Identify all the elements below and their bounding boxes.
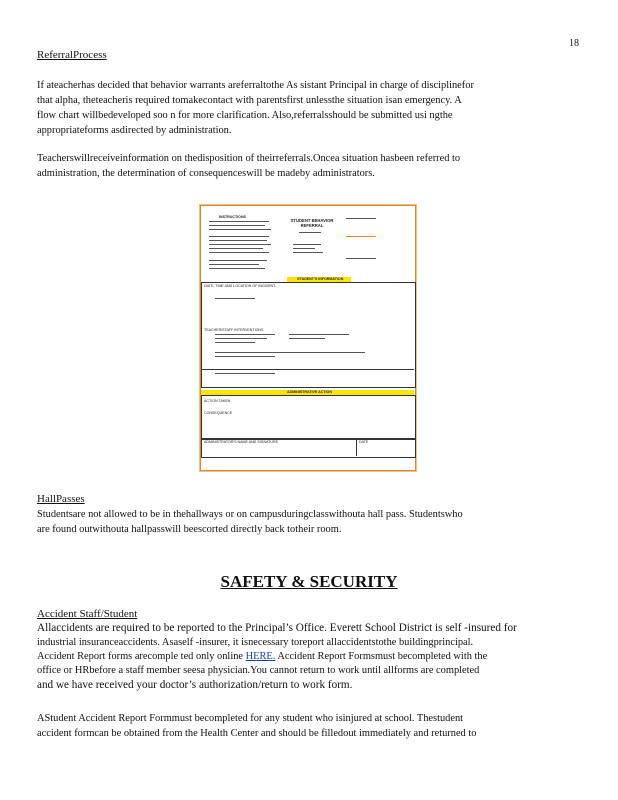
form-consequence: CONSEQUENCE (204, 411, 233, 415)
referral-heading: ReferralProcess (37, 49, 107, 61)
form-date-time: DATE, TIME AND LOCATION OF INCIDENT: (204, 284, 276, 288)
referral-paragraph-1 (37, 78, 557, 138)
text-line: AStudent Accident Report Formmust becompleted for any student who isinjured at school. Thestudent (37, 713, 464, 724)
text-line: Teacherswillreceiveinformation on thedisposition of theirreferrals.Oncea situation hasbeen referred to (37, 153, 461, 164)
hall-passes-paragraph (37, 507, 532, 537)
hall-passes-heading: HallPasses (37, 493, 85, 505)
accident-paragraph-1 (37, 621, 559, 693)
referral-paragraph-2 (37, 151, 557, 181)
text-line: office or HRbefore a staff member seesa physician.You cannot return to work until allforms are completed (37, 665, 480, 676)
text-line: If ateacherhas decided that behavior warrants areferraltothe As sistant Principal in charge of disciplinefor (37, 80, 474, 91)
accident-paragraph-2 (37, 711, 559, 741)
text-line: flow chart willbedeveloped soo n for more clarification. Also,referralsshould be submitted usi ngthe (37, 110, 453, 121)
accident-heading: Accident Staff/Student (37, 608, 138, 620)
section-title: SAFETY & SECURITY (220, 572, 398, 591)
text-line: Accident Report forms arecomple ted only online HERE. Accident Report Formsmust becompleted with the (37, 651, 488, 662)
form-interventions: TEACHER/STAFF INTERVENTIONS (204, 328, 264, 332)
text-line: Studentsare not allowed to be in thehallways or on campusduringclasswithouta hall pass. Studentswho (37, 509, 463, 520)
referral-form-image: INSTRUCTIONS STUDENT BEHAVIOR REFERRAL STUDENT'S INFORMATION DATE, TIME AND LOCATION OF INCIDENT: TEACHER/STAFF INTERVENTIONS ADMINISTRATIVE ACTION ACTION TAKEN CONSEQUENCE ADMINISTRATOR'S NAME AND SIGNATURE DATE (200, 205, 416, 471)
form-signature: ADMINISTRATOR'S NAME AND SIGNATURE (204, 440, 278, 444)
form-students-info: STUDENT'S INFORMATION (297, 277, 344, 281)
form-action-line: ACTION TAKEN (204, 399, 231, 403)
text-line: industrial insuranceaccidents. Asaself -insurer, it isnecessary toreport allaccidentstothe buildingprincipal. (37, 637, 474, 648)
text-line: appropriateforms asdirected by administration. (37, 125, 232, 136)
form-date: DATE (359, 440, 369, 444)
form-title: STUDENT BEHAVIOR REFERRAL (290, 218, 334, 228)
text-line: administration, the determination of consequenceswill be madeby administrators. (37, 168, 375, 179)
text-line: and we have received your doctor’s authorization/return to work form. (37, 679, 353, 691)
here-link[interactable]: HERE. (245, 651, 276, 662)
text-line: accident formcan be obtained from the Health Center and should be filledout immediately and returned to (37, 728, 477, 739)
text-line: are found outwithouta hallpasswill beescorted directly back totheir room. (37, 524, 342, 535)
text-line: that alpha, theteacheris required tomakecontact with parentsfirst unlessthe situation isan emergency. A (37, 95, 462, 106)
form-admin-action: ADMINISTRATIVE ACTION (287, 390, 332, 394)
page-number: 18 (569, 38, 579, 49)
text-line: Allaccidents are required to be reported to the Principal’s Office. Everett School District is self -insured for (37, 622, 517, 634)
